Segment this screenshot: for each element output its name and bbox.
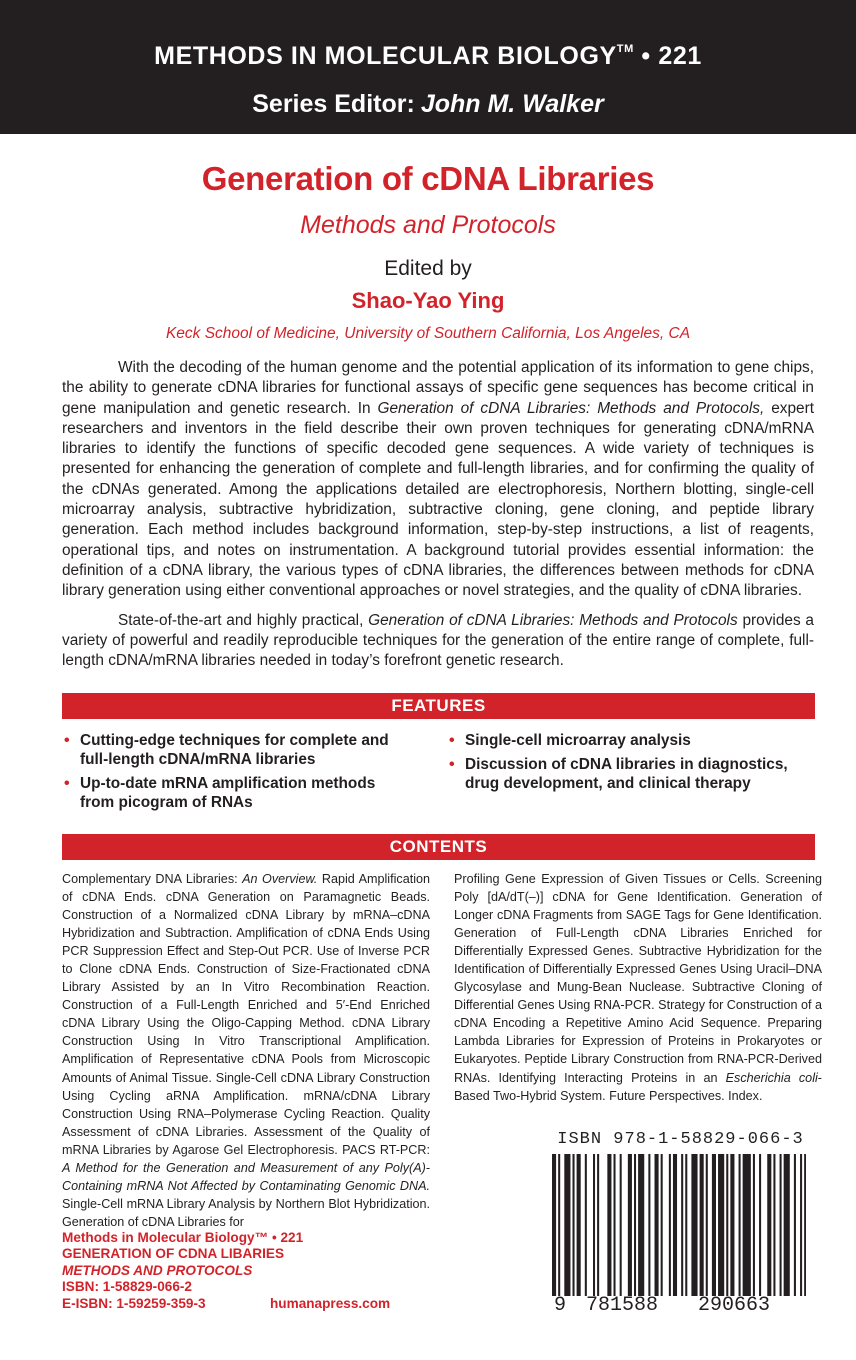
- barcode-bar: [773, 1154, 775, 1296]
- barcode-bar: [661, 1154, 663, 1296]
- description-book-title: Generation of cDNA Libraries: Methods and Protocols: [368, 611, 738, 629]
- book-title: Generation of cDNA Libraries: [201, 160, 655, 197]
- contents-left-column: [62, 870, 430, 1231]
- features-heading: FEATURES: [391, 696, 486, 715]
- footer-isbn: ISBN: 1-58829-066-2: [62, 1279, 192, 1295]
- feature-item: [62, 731, 412, 769]
- barcode-bar: [648, 1154, 650, 1296]
- feature-text: Cutting-edge techniques for complete and full-length cDNA/mRNA libraries: [80, 732, 389, 768]
- barcode-bar: [614, 1154, 616, 1296]
- footer-info: [62, 1230, 482, 1312]
- barcode-first-digit: 9: [554, 1294, 567, 1317]
- contents-italic: A Method for the Generation and Measurement of any Poly(A)-Containing mRNA Not Affected by Contaminating Genomic DNA.: [62, 1160, 430, 1193]
- barcode-bar: [730, 1154, 734, 1296]
- footer-subtitle: METHODS AND PROTOCOLS: [62, 1262, 253, 1278]
- feature-text: Up-to-date mRNA amplification methods from picogram of RNAs: [80, 775, 376, 811]
- feature-text: Single-cell microarray analysis: [465, 732, 691, 749]
- features-left-column: [62, 731, 412, 817]
- feature-item: [447, 755, 815, 793]
- description-text: With the decoding of the human genome and the potential application of its information to gene chips, the ability to generate cDNA libraries for functional assays of specific gene sequences has become critical in gene manipulation and genetic research. In: [62, 359, 814, 417]
- barcode-bar: [593, 1154, 595, 1296]
- barcode-right-digits: 290663: [698, 1294, 771, 1317]
- contents-italic: An Overview.: [242, 872, 318, 886]
- trademark-symbol: TM: [616, 43, 634, 55]
- series-volume: • 221: [641, 42, 702, 70]
- bullet-icon: •: [449, 732, 455, 749]
- series-title-line: [0, 42, 856, 71]
- contents-text: Profiling Gene Expression of Given Tissues or Cells. Screening Poly [dA/dT(–)] cDNA for Gene Identification. Generation of Longer cDNA Fragments from SAGE Tags for Gene Identification. Generation of Full-Length cDNA Libraries Enriched for Differentially Expressed Genes. Subtractive Hybridization for the Identification of Differentially Expressed Genes Using Uracil–DNA Glycosylase and Mung-Bean Nuclease. Subtractive Cloning of Differential Genes Using RNA-PCR. Strategy for Construction of a cDNA Encoding a Repetitive Amino Acid Sequence. Preparing Lambda Libraries for Expression of Proteins in Prokaryotes or Eukaryotes. Peptide Library Construction from RNA-PCR-Derived RNAs. Identifying Interacting Proteins in an: [454, 872, 822, 1085]
- description-text: expert researchers and inventors in the field describe their own proven techniques for generating cDNA/mRNA libraries to identify the functions of specific decoded gene sequences. A wide variety of techniques is presented for enhancing the generation of complete and full-length libraries, and for confirming the quality of the cDNAs generated. Among the applications detailed are electrophoresis, Northern blotting, single-cell microarray analysis, subtractive hybridization, subtractive cloning, gene cloning, and peptide library generation. Each method includes background information, step-by-step instructions, a list of reagents, operational tips, and notes on instrumentation. A background tutorial provides essential information: the definition of a cDNA library, the various types of cDNA libraries, the differences between methods for cDNA library generation using either conventional approaches or novel strategies, and the quality of cDNA libraries.: [62, 399, 814, 600]
- description-paragraph-1: [62, 358, 814, 602]
- barcode-bar: [759, 1154, 761, 1296]
- barcode-icon: [548, 1154, 813, 1296]
- features-right-column: [447, 731, 815, 798]
- features-heading-band: [62, 693, 815, 719]
- contents-text: Complementary DNA Libraries:: [62, 872, 243, 886]
- isbn-barcode-block: [548, 1130, 813, 1320]
- series-title: METHODS IN MOLECULAR BIOLOGY: [154, 42, 617, 70]
- contents-right-column: [454, 870, 822, 1105]
- edited-by-label: Edited by: [384, 257, 472, 280]
- bullet-icon: •: [64, 775, 70, 792]
- book-description: [62, 358, 814, 671]
- feature-item: [447, 731, 815, 750]
- barcode-bar: [573, 1154, 575, 1296]
- barcode-bar: [739, 1154, 741, 1296]
- barcode-bar: [718, 1154, 724, 1296]
- barcode-bar: [669, 1154, 671, 1296]
- contents-text: -Based Two-Hybrid System. Future Perspectives. Index.: [454, 1070, 822, 1103]
- description-text: State-of-the-art and highly practical,: [118, 611, 369, 629]
- description-paragraph-2: [62, 611, 814, 672]
- series-editor-name: John M. Walker: [420, 90, 604, 118]
- barcode-bar: [706, 1154, 708, 1296]
- barcode-bar: [800, 1154, 802, 1296]
- publisher-website-link[interactable]: humanapress.com: [270, 1295, 391, 1311]
- series-editor-line: [0, 90, 856, 119]
- barcode-bar: [577, 1154, 581, 1296]
- barcode-bar: [685, 1154, 687, 1296]
- contents-text: Rapid Amplification of cDNA Ends. cDNA Generation on Paramagnetic Beads. Construction of a Normalized cDNA Library by mRNA–cDNA Hybridization and Subtraction. Amplification of cDNA Ends Using PCR Suppression Effect and Step-Out PCR. Use of Inverse PCR to Clone cDNA Ends. Construction of Size-Fractionated cDNA Library Assisted by an In Vitro Recombination Reaction. Construction of a Full-Length Enriched and 5′-End Enriched cDNA Library Using the Oligo-Capping Method. cDNA Library Construction Using In Vitro Transcriptional Amplification. Amplification of Representative cDNA Pools from Microscopic Amounts of Animal Tissue. Single-Cell cDNA Library Construction Using Cycling aRNA Amplification. mRNA/cDNA Library Construction Using RNA–Polymerase Cycling Reaction. Quality Assessment of cDNA Libraries. Assessment of the Quality of mRNA Libraries by Agarose Gel Electrophoresis. PACS RT-PCR:: [62, 872, 430, 1157]
- footer-series: Methods in Molecular Biology™ • 221: [62, 1230, 304, 1245]
- volume-editor-name: Shao-Yao Ying: [351, 288, 505, 313]
- barcode-bar: [712, 1154, 716, 1296]
- barcode-bar: [552, 1154, 556, 1296]
- barcode-bar: [743, 1154, 751, 1296]
- barcode-bar: [558, 1154, 560, 1296]
- barcode-bar: [726, 1154, 728, 1296]
- barcode-bar: [681, 1154, 683, 1296]
- barcode-bar: [780, 1154, 782, 1296]
- contents-heading: CONTENTS: [389, 837, 488, 856]
- barcode-bar: [585, 1154, 587, 1296]
- barcode-bar: [564, 1154, 570, 1296]
- feature-item: [62, 774, 412, 812]
- barcode-bar: [691, 1154, 697, 1296]
- footer-eisbn: E-ISBN: 1-59259-359-3: [62, 1295, 206, 1311]
- footer-title: GENERATION OF CDNA LIBARIES: [62, 1246, 285, 1262]
- barcode-bar: [620, 1154, 622, 1296]
- barcode-bar: [784, 1154, 790, 1296]
- contents-text: Single-Cell mRNA Library Analysis by Northern Blot Hybridization. Generation of cDNA Libraries for: [62, 1196, 430, 1229]
- description-text: provides a variety of powerful and readily reproducible techniques for the generation of the entire range of complete, full-length cDNA/mRNA libraries needed in today’s forefront genetic research.: [62, 611, 814, 670]
- barcode-bar: [607, 1154, 611, 1296]
- isbn-label: ISBN 978-1-58829-066-3: [557, 1130, 804, 1149]
- series-editor-label: Series Editor:: [252, 90, 415, 118]
- barcode-bar: [638, 1154, 644, 1296]
- feature-text: Discussion of cDNA libraries in diagnostics, drug development, and clinical therapy: [465, 756, 788, 792]
- barcode-bar: [673, 1154, 677, 1296]
- bullet-icon: •: [449, 756, 455, 773]
- description-book-title: Generation of cDNA Libraries: Methods and Protocols,: [377, 399, 765, 417]
- barcode-bar: [655, 1154, 659, 1296]
- contents-italic: Escherichia coli: [725, 1070, 818, 1085]
- series-header-band: [0, 0, 856, 134]
- editor-affiliation: Keck School of Medicine, University of Southern California, Los Angeles, CA: [165, 325, 691, 342]
- barcode-bar: [634, 1154, 636, 1296]
- barcode-bar: [753, 1154, 755, 1296]
- barcode-bar: [597, 1154, 599, 1296]
- barcode-bar: [767, 1154, 771, 1296]
- barcode-bar: [628, 1154, 632, 1296]
- barcode-bar: [804, 1154, 806, 1296]
- barcode-left-digits: 781588: [586, 1294, 659, 1317]
- book-subtitle: Methods and Protocols: [300, 211, 556, 239]
- bullet-icon: •: [64, 732, 70, 749]
- barcode-bar: [794, 1154, 796, 1296]
- barcode-bar: [700, 1154, 704, 1296]
- contents-heading-band: [62, 834, 815, 860]
